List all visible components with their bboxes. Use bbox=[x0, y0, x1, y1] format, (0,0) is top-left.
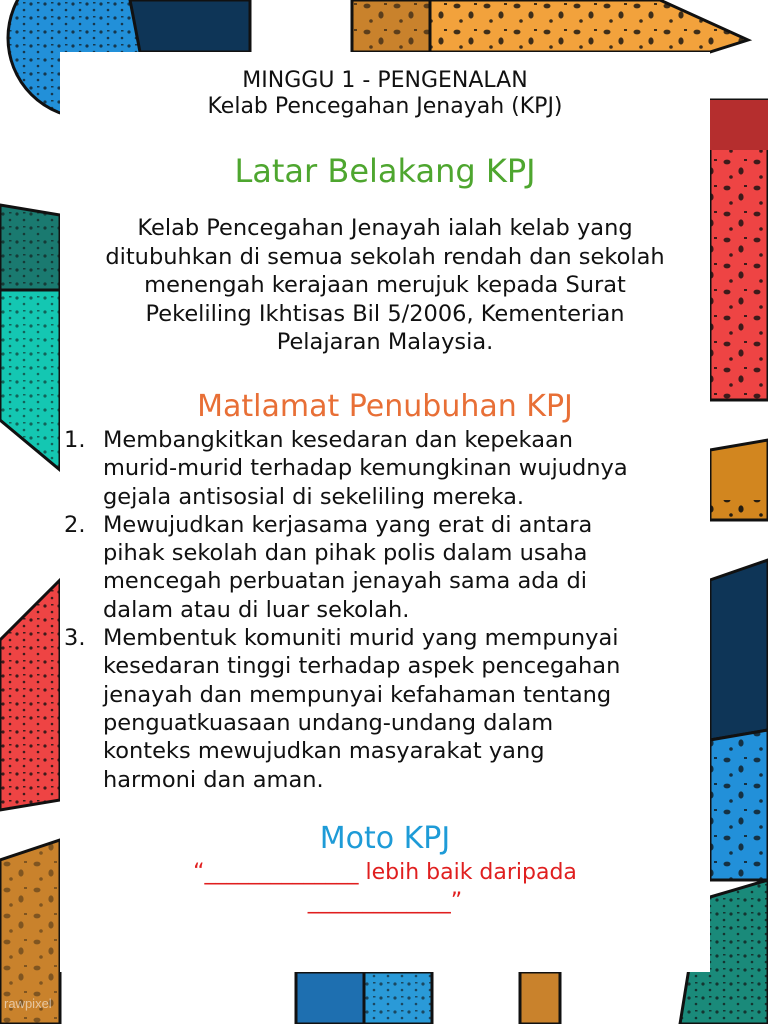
background-line: Pekeliling Ikhtisas Bil 5/2006, Kementerian bbox=[145, 300, 625, 327]
motto-line: “______________ lebih baik daripada bbox=[193, 860, 577, 885]
goal-number: 3. bbox=[64, 625, 86, 652]
goal-line: dalam atau di luar sekolah. bbox=[103, 596, 410, 623]
goals-list bbox=[60, 426, 708, 794]
orange-shape-top bbox=[352, 0, 748, 52]
club-subtitle: Kelab Pencegahan Jenayah (KPJ) bbox=[207, 94, 563, 119]
navy-blue-shapes-right bbox=[710, 560, 768, 880]
goal-number: 1. bbox=[64, 427, 86, 453]
background-line: Pelajaran Malaysia. bbox=[276, 329, 494, 355]
goal-line: konteks mewujudkan masyarakat yang bbox=[103, 738, 545, 765]
goal-number: 2. bbox=[64, 511, 86, 538]
background-line: ditubuhkan di semua sekolah rendah dan sekolah bbox=[105, 243, 665, 270]
orange-band-right bbox=[710, 440, 768, 520]
blue-blocks-bottom bbox=[296, 972, 560, 1024]
goal-line: harmoni dan aman. bbox=[103, 766, 324, 793]
goal-line: kesedaran tinggi terhadap aspek pencegahan bbox=[103, 653, 621, 680]
goal-line: pihak sekolah dan pihak polis dalam usaha bbox=[103, 540, 588, 567]
teal-shapes-left bbox=[0, 205, 60, 470]
goal-line: Membentuk komuniti murid yang mempunyai bbox=[103, 625, 619, 652]
goal-line: gejala antisosial di sekeliling mereka. bbox=[103, 483, 525, 510]
background-line: menengah kerajaan merujuk kepada Surat bbox=[144, 272, 626, 298]
goal-line: jenayah dan mempunyai kefahaman tentang bbox=[103, 681, 612, 708]
motto-fill-in bbox=[60, 858, 710, 916]
goal-line: murid-murid terhadap kemungkinan wujudnya bbox=[103, 455, 628, 482]
week-heading: MINGGU 1 - PENGENALAN bbox=[242, 68, 528, 93]
goal-item bbox=[60, 426, 708, 511]
goal-line: mencegah perbuatan jenayah sama ada di bbox=[103, 568, 588, 595]
goal-item bbox=[60, 511, 708, 624]
motto-section-title: Moto KPJ bbox=[319, 821, 451, 856]
red-shape-left bbox=[0, 580, 60, 810]
background-paragraph bbox=[64, 214, 706, 357]
background-line: Kelab Pencegahan Jenayah ialah kelab yang bbox=[137, 215, 633, 241]
navy-arc-top bbox=[130, 0, 250, 52]
red-shape-right bbox=[710, 100, 768, 400]
goals-section-title: Matlamat Penubuhan KPJ bbox=[197, 389, 573, 424]
watermark-text: rawpixel bbox=[4, 996, 52, 1011]
motto-line: _____________” bbox=[307, 889, 463, 914]
background-section-title: Latar Belakang KPJ bbox=[234, 152, 536, 190]
goal-line: Mewujudkan kerjasama yang erat di antara bbox=[103, 511, 593, 538]
goal-item bbox=[60, 624, 708, 794]
worksheet-card bbox=[60, 52, 710, 972]
goal-line: penguatkuasaan undang-undang dalam bbox=[103, 709, 554, 736]
goal-line: Membangkitkan kesedaran dan kepekaan bbox=[103, 427, 574, 453]
